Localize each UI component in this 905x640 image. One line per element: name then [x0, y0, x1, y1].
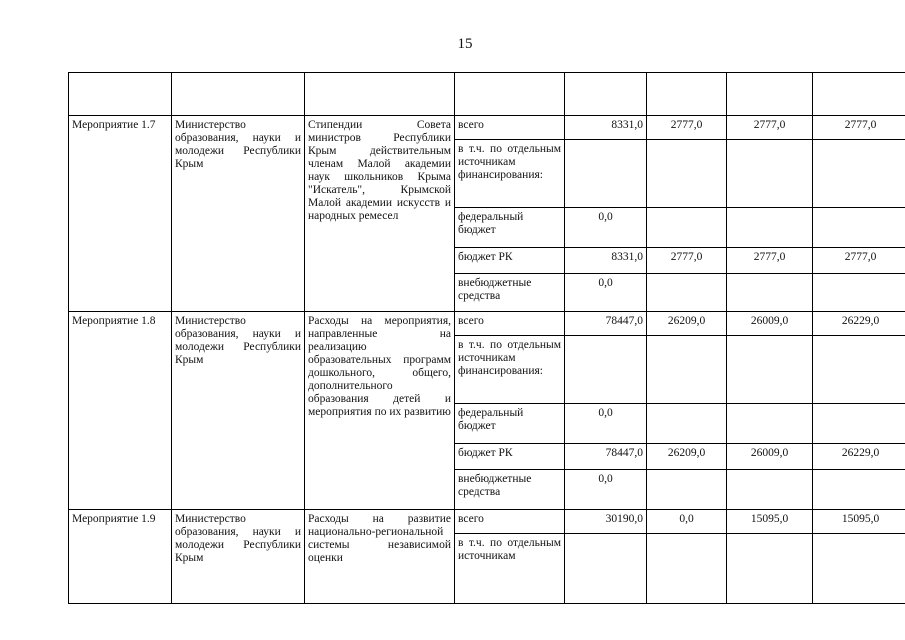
measure-name: Мероприятие 1.7 — [69, 116, 172, 312]
value-cell: 15095,0 — [727, 510, 813, 534]
page-number: 15 — [457, 36, 473, 52]
value-cell — [813, 534, 905, 604]
header-cell — [813, 73, 905, 116]
value-cell: 78447,0 — [565, 312, 647, 336]
value-cell: 26009,0 — [727, 312, 813, 336]
header-cell — [455, 73, 565, 116]
value-cell: 30190,0 — [565, 510, 647, 534]
value-cell: 2777,0 — [813, 116, 905, 140]
measure-description: Стипендии Совета министров Республики Крым действительным членам Малой академии наук школьников Крыма "Искатель", Крымской Малой академии искусств и народных ремесел — [305, 116, 455, 312]
value-cell — [647, 534, 727, 604]
budget-table — [68, 72, 905, 604]
value-cell — [727, 208, 813, 248]
value-cell: 26009,0 — [727, 444, 813, 470]
value-cell — [813, 336, 905, 404]
source-label: федеральный бюджет — [455, 404, 565, 444]
value-cell: 26209,0 — [647, 312, 727, 336]
value-cell — [727, 274, 813, 312]
value-cell: 0,0 — [565, 470, 647, 510]
value-cell — [647, 336, 727, 404]
measure-executor: Министерство образования, науки и молодежи Республики Крым — [172, 116, 305, 312]
header-cell — [727, 73, 813, 116]
table-header-row — [69, 73, 905, 116]
header-cell — [565, 73, 647, 116]
value-cell — [813, 208, 905, 248]
value-cell: 2777,0 — [727, 116, 813, 140]
value-cell: 2777,0 — [813, 248, 905, 274]
value-cell: 0,0 — [565, 208, 647, 248]
value-cell: 2777,0 — [647, 248, 727, 274]
value-cell — [565, 140, 647, 208]
value-cell — [647, 404, 727, 444]
source-label: бюджет РК — [455, 248, 565, 274]
source-label: в т.ч. по отдельным источникам — [455, 534, 565, 604]
value-cell — [727, 404, 813, 444]
measure-name: Мероприятие 1.9 — [69, 510, 172, 604]
value-cell — [565, 534, 647, 604]
value-cell — [813, 404, 905, 444]
header-cell — [305, 73, 455, 116]
measure-executor: Министерство образования, науки и молодежи Республики Крым — [172, 312, 305, 510]
value-cell: 78447,0 — [565, 444, 647, 470]
value-cell: 8331,0 — [565, 248, 647, 274]
value-cell: 8331,0 — [565, 116, 647, 140]
value-cell: 26229,0 — [813, 444, 905, 470]
value-cell — [647, 470, 727, 510]
source-label: федеральный бюджет — [455, 208, 565, 248]
table-row — [69, 116, 905, 140]
value-cell: 2777,0 — [647, 116, 727, 140]
header-cell — [172, 73, 305, 116]
value-cell — [647, 274, 727, 312]
source-label: бюджет РК — [455, 444, 565, 470]
measure-description: Расходы на развитие национально-региональной системы независимой оценки — [305, 510, 455, 604]
source-label: всего — [455, 116, 565, 140]
value-cell — [727, 336, 813, 404]
source-label: всего — [455, 510, 565, 534]
source-label: в т.ч. по отдельным источникам финансирования: — [455, 140, 565, 208]
source-label: в т.ч. по отдельным источникам финансирования: — [455, 336, 565, 404]
value-cell: 15095,0 — [813, 510, 905, 534]
budget-table-container — [68, 72, 905, 640]
value-cell — [647, 208, 727, 248]
value-cell — [727, 140, 813, 208]
value-cell — [813, 140, 905, 208]
value-cell: 2777,0 — [727, 248, 813, 274]
value-cell: 0,0 — [647, 510, 727, 534]
header-cell — [647, 73, 727, 116]
header-cell — [69, 73, 172, 116]
measure-description: Расходы на мероприятия, направленные на реализацию образовательных программ дошкольного, общего, дополнительного образования детей и мероприятия по их развитию — [305, 312, 455, 510]
table-row — [69, 312, 905, 336]
source-label: всего — [455, 312, 565, 336]
source-label: внебюджетные средства — [455, 470, 565, 510]
source-label: внебюджетные средства — [455, 274, 565, 312]
value-cell — [727, 470, 813, 510]
value-cell — [647, 140, 727, 208]
value-cell — [813, 470, 905, 510]
measure-executor: Министерство образования, науки и молодежи Республики Крым — [172, 510, 305, 604]
value-cell: 26229,0 — [813, 312, 905, 336]
value-cell: 26209,0 — [647, 444, 727, 470]
value-cell — [813, 274, 905, 312]
table-row — [69, 510, 905, 534]
value-cell — [565, 336, 647, 404]
measure-name: Мероприятие 1.8 — [69, 312, 172, 510]
value-cell: 0,0 — [565, 274, 647, 312]
value-cell: 0,0 — [565, 404, 647, 444]
value-cell — [727, 534, 813, 604]
